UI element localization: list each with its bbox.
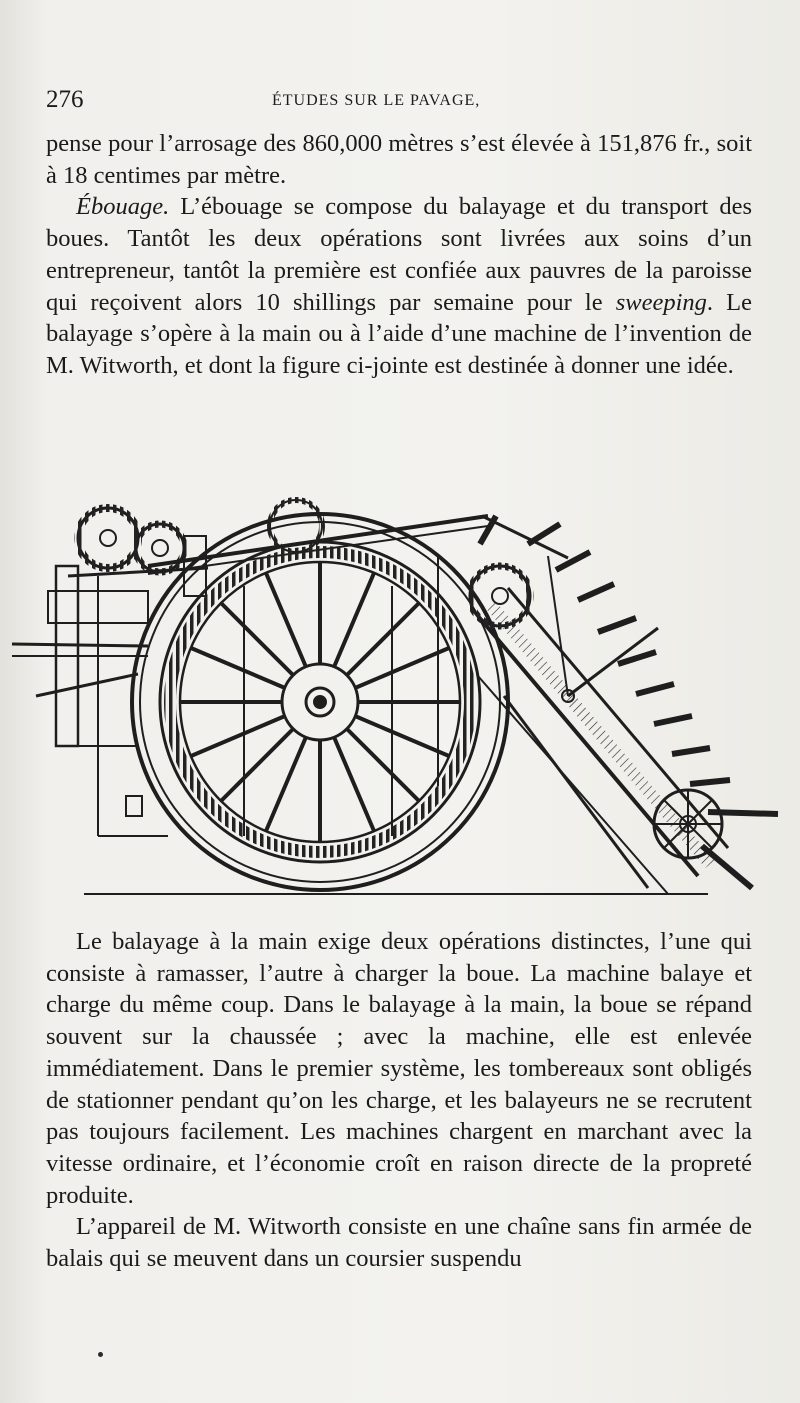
term-sweeping: sweeping [615,288,707,316]
page-number: 276 [46,86,84,113]
paragraph-ebouage [46,191,752,381]
paragraph-ebouage-text-1: L’ébouage se compose du balayage et du transport des boues. Tantôt les deux opérations sont livrées aux soins d’un entrepreneur, tantôt la première est confiée aux pauvres de la paroisse qui reçoivent alors 10 shillings par semaine pour le [46,193,752,316]
section-runin-ebouage: Ébouage. [76,193,170,221]
paragraph-appareil: L’appareil de M. Witworth consiste en une chaîne sans fin armée de balais qui se meuvent dans un coursier suspendu [46,1213,752,1273]
page-header [46,86,748,120]
running-head: ÉTUDES SUR LE PAVAGE, [272,92,481,109]
sweeping-machine-figure [8,496,788,900]
body-text-top [46,128,752,382]
sweeping-machine-icon [8,496,788,900]
paragraph-arrosage: pense pour l’arrosage des 860,000 mètres s’est élevée à 151,876 fr., soit à 18 centimes par mètre. [46,130,752,189]
paragraph-balayage: Le balayage à la main exige deux opérations distinctes, l’une qui consiste à ramasser, l’autre à charger la boue. La machine balaye et charge du même coup. Dans le balayage à la main, la boue se répand souvent sur la chaussée ; avec la machine, elle est enlevée immédiatement. Dans le premier système, les tombereaux sont obligés de stationner pendant qu’on les charge, et les balayeurs ne se recrutent pas toujours facilement. Les machines chargent en marchant avec la vitesse ordinaire, et l’économie croît en raison directe de la propreté produite. [46,928,752,1209]
body-text-bottom [46,926,752,1275]
ink-speck [98,1352,103,1357]
paragraph-ebouage-text-2: . Le balayage s’opère à la main ou à l’aide d’une machine de l’invention de M. Witworth, et dont la figure ci-jointe est destinée à donner une idée. [46,288,752,379]
